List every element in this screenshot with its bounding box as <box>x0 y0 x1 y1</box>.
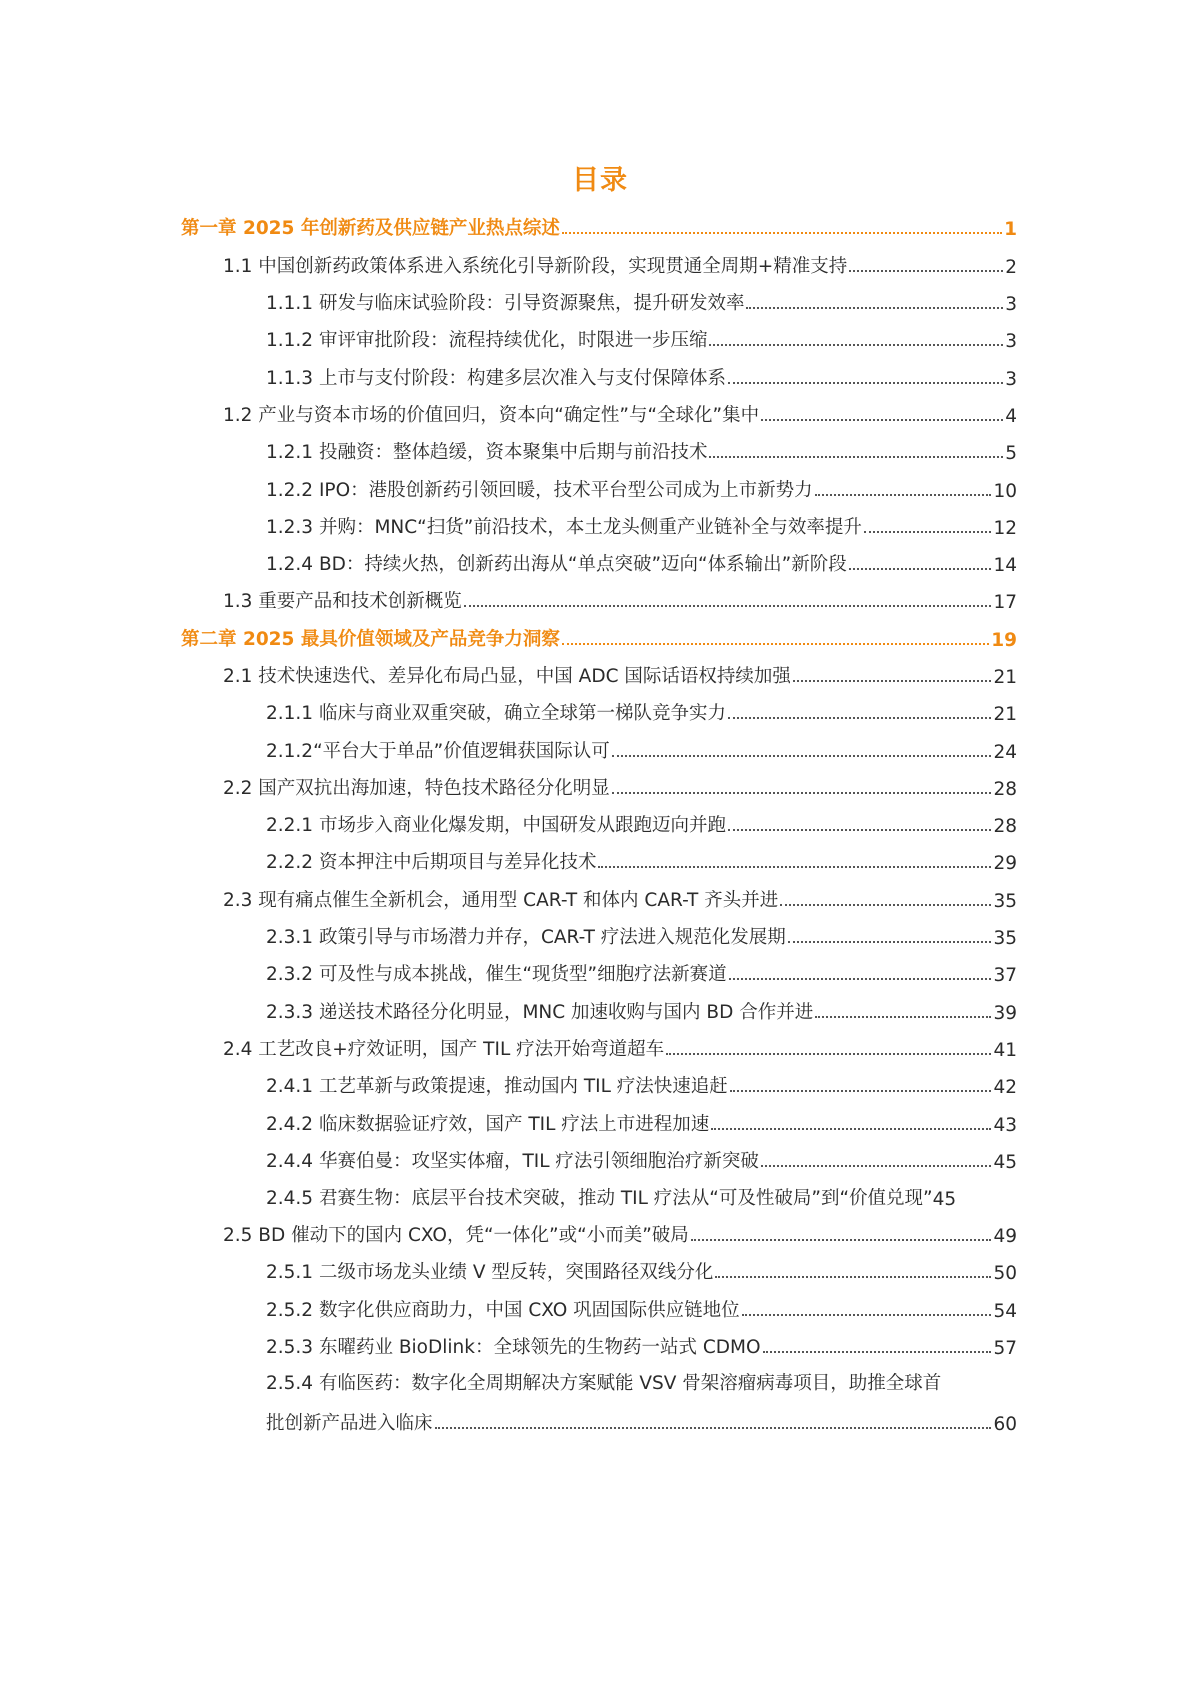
toc-entry-text: 2.2.2 资本押注中后期项目与差异化技术 <box>266 852 597 873</box>
toc-entry-text: 1.2.4 BD：持续火热，创新药出海从“单点突破”迈向“体系输出”新阶段 <box>266 554 847 575</box>
toc-entry-text: 2.1.2“平台大于单品”价值逻辑获国际认可 <box>266 741 610 762</box>
toc-page-number: 17 <box>993 592 1017 613</box>
toc-entry-text: 2.3.3 递送技术路径分化明显，MNC 加速收购与国内 BD 合作并进 <box>266 1002 814 1023</box>
toc-leader <box>761 1165 992 1167</box>
toc-section-1-2-3[interactable] <box>266 513 1017 539</box>
toc-leader <box>849 568 992 570</box>
toc-leader <box>728 717 991 719</box>
toc-page-number: 60 <box>993 1414 1017 1435</box>
toc-leader <box>780 904 991 906</box>
toc-entry-text: 2.2 国产双抗出海加速，特色技术路径分化明显 <box>223 778 610 799</box>
toc-leader <box>815 494 992 496</box>
toc-section-1-2-2[interactable] <box>266 476 1017 502</box>
toc-entry-text: 2.5 BD 催动下的国内 CXO，凭“一体化”或“小而美”破局 <box>223 1225 689 1246</box>
toc-page-number: 4 <box>1005 406 1017 427</box>
toc-leader <box>435 1427 992 1429</box>
toc-section-2-2[interactable] <box>223 774 1017 800</box>
toc-leader <box>761 419 1003 421</box>
toc-leader <box>709 456 1003 458</box>
toc-leader <box>730 1090 992 1092</box>
toc-section-2-4-4[interactable] <box>266 1147 1017 1173</box>
toc-section-2-4-1[interactable] <box>266 1072 1017 1098</box>
toc-entry-text: 1.2 产业与资本市场的价值回归，资本向“确定性”与“全球化”集中 <box>223 405 760 426</box>
toc-section-1-1[interactable] <box>223 252 1017 278</box>
toc-leader <box>746 307 1003 309</box>
toc-page-number: 49 <box>993 1226 1017 1247</box>
toc-section-1-1-1[interactable] <box>266 289 1017 315</box>
toc-leader <box>864 531 992 533</box>
toc-leader <box>728 829 991 831</box>
toc-entry-text: 2.1 技术快速迭代、差异化布局凸显，中国 ADC 国际话语权持续加强 <box>223 666 791 687</box>
toc-section-2-1-2[interactable] <box>266 737 1017 763</box>
toc-page-number: 39 <box>993 1003 1017 1024</box>
toc-entry-text: 2.1.1 临床与商业双重突破，确立全球第一梯队竞争实力 <box>266 703 726 724</box>
toc-section-1-2-1[interactable] <box>266 438 1017 464</box>
toc-leader <box>464 605 992 607</box>
toc-leader <box>598 866 991 868</box>
toc-section-1-2-4[interactable] <box>266 550 1017 576</box>
toc-entry-text: 1.2.2 IPO：港股创新药引领回暖，技术平台型公司成为上市新势力 <box>266 480 813 501</box>
toc-section-2-2-1[interactable] <box>266 811 1017 837</box>
toc-page-number: 3 <box>1005 331 1017 352</box>
toc-leader <box>711 1128 991 1130</box>
toc-section-1-3[interactable] <box>223 587 1017 613</box>
toc-section-2-5-4[interactable] <box>266 1369 1022 1435</box>
toc-entry-text: 2.5.1 二级市场龙头业绩 V 型反转，突围路径双线分化 <box>266 1262 714 1283</box>
toc-section-2-3-1[interactable] <box>266 923 1017 949</box>
toc-entry-text-continued: 批创新产品进入临床 <box>266 1413 433 1434</box>
toc-page-number: 5 <box>1005 443 1017 464</box>
toc-entry-text: 2.4.5 君赛生物：底层平台技术突破，推动 TIL 疗法从“可及性破局”到“价值兑现” <box>266 1188 933 1209</box>
toc-section-2-4-2[interactable] <box>266 1110 1017 1136</box>
toc-leader <box>715 1276 991 1278</box>
toc-leader <box>612 755 992 757</box>
toc-page-number: 2 <box>1005 257 1017 278</box>
toc-entry-text: 2.4.4 华赛伯曼：攻坚实体瘤，TIL 疗法引领细胞治疗新突破 <box>266 1151 759 1172</box>
toc-section-2-5-1[interactable] <box>266 1258 1017 1284</box>
toc-page-number: 28 <box>993 816 1017 837</box>
page-title: 目录 <box>572 165 628 196</box>
toc-leader <box>612 792 992 794</box>
toc-page-number: 3 <box>1005 369 1017 390</box>
toc-page-number: 24 <box>993 742 1017 763</box>
toc-section-2-2-2[interactable] <box>266 848 1017 874</box>
toc-entry-text: 1.2.1 投融资：整体趋缓，资本聚集中后期与前沿技术 <box>266 442 708 463</box>
toc-section-2-3[interactable] <box>223 886 1017 912</box>
toc-entry-text: 2.4.2 临床数据验证疗效，国产 TIL 疗法上市进程加速 <box>266 1114 710 1135</box>
toc-page-number: 21 <box>993 667 1017 688</box>
toc-section-1-2[interactable] <box>223 401 1017 427</box>
toc-chapter-1[interactable] <box>181 214 1017 240</box>
toc-page-number: 3 <box>1005 294 1017 315</box>
toc-page-number: 43 <box>993 1115 1017 1136</box>
toc-leader <box>742 1314 992 1316</box>
toc-leader <box>562 232 1002 234</box>
toc-entry-text: 2.3 现有痛点催生全新机会，通用型 CAR-T 和体内 CAR-T 齐头并进 <box>223 890 779 911</box>
toc-entry-text: 2.2.1 市场步入商业化爆发期，中国研发从跟跑迈向并跑 <box>266 815 726 836</box>
toc-entry-text: 1.1.3 上市与支付阶段：构建多层次准入与支付保障体系 <box>266 368 726 389</box>
toc-chapter-2[interactable] <box>181 625 1017 651</box>
toc-entry-text: 1.2.3 并购：MNC“扫货”前沿技术，本土龙头侧重产业链补全与效率提升 <box>266 517 862 538</box>
toc-section-2-4[interactable] <box>223 1035 1017 1061</box>
toc-page-number: 42 <box>993 1077 1017 1098</box>
toc-section-2-5-3[interactable] <box>266 1333 1017 1359</box>
toc-entry-text: 1.1.2 审评审批阶段：流程持续优化，时限进一步压缩 <box>266 330 708 351</box>
toc-leader <box>691 1239 992 1241</box>
toc-entry-text: 2.4.1 工艺革新与政策提速，推动国内 TIL 疗法快速追赶 <box>266 1076 728 1097</box>
toc-page-number: 29 <box>993 853 1017 874</box>
toc-page-number: 54 <box>993 1301 1017 1322</box>
toc-entry-text: 1.3 重要产品和技术创新概览 <box>223 591 462 612</box>
toc-leader <box>729 978 992 980</box>
toc-leader <box>763 1351 992 1353</box>
toc-entry-text: 1.1 中国创新药政策体系进入系统化引导新阶段，实现贯通全周期+精准支持 <box>223 256 848 277</box>
toc-entry-text: 2.5.2 数字化供应商助力，中国 CXO 巩固国际供应链地位 <box>266 1300 740 1321</box>
toc-leader <box>728 382 1003 384</box>
toc-section-2-3-2[interactable] <box>266 960 1017 986</box>
toc-entry-text: 第二章 2025 最具价值领域及产品竞争力洞察 <box>181 629 560 650</box>
toc-page-number: 45 <box>993 1152 1017 1173</box>
toc-page-number: 19 <box>991 630 1017 651</box>
toc-section-1-1-2[interactable] <box>266 326 1017 352</box>
toc-section-2-1-1[interactable] <box>266 699 1017 725</box>
toc-page-number: 41 <box>993 1040 1017 1061</box>
toc-section-2-4-5[interactable] <box>266 1184 1042 1210</box>
toc-entry-text: 2.5.4 有临医药：数字化全周期解决方案赋能 VSV 骨架溶瘤病毒项目，助推全球首 <box>266 1373 942 1394</box>
toc-section-1-1-3[interactable] <box>266 364 1017 390</box>
toc-leader <box>793 680 992 682</box>
toc-page-number: 1 <box>1004 219 1017 240</box>
toc-leader <box>562 643 989 645</box>
toc-leader <box>709 344 1003 346</box>
toc-leader <box>849 270 1003 272</box>
toc-entry-text: 1.1.1 研发与临床试验阶段：引导资源聚焦，提升研发效率 <box>266 293 745 314</box>
toc-page-number: 35 <box>993 928 1017 949</box>
toc-section-2-5[interactable] <box>223 1221 1017 1247</box>
toc-entry-text: 第一章 2025 年创新药及供应链产业热点综述 <box>181 218 560 239</box>
toc-leader <box>815 1016 991 1018</box>
toc-entry-text: 2.3.2 可及性与成本挑战，催生“现货型”细胞疗法新赛道 <box>266 964 727 985</box>
toc-entry-text: 2.4 工艺改良+疗效证明，国产 TIL 疗法开始弯道超车 <box>223 1039 665 1060</box>
toc-entry-text: 2.3.1 政策引导与市场潜力并存，CAR-T 疗法进入规范化发展期 <box>266 927 786 948</box>
toc-page-number: 10 <box>993 481 1017 502</box>
toc-page-number: 12 <box>993 518 1017 539</box>
toc-page-number: 14 <box>993 555 1017 576</box>
toc-section-2-5-2[interactable] <box>266 1296 1017 1322</box>
toc-page-number: 37 <box>993 965 1017 986</box>
toc-page-number: 45 <box>932 1189 957 1210</box>
toc-leader <box>788 941 992 943</box>
toc-leader <box>666 1053 991 1055</box>
toc-entry-text: 2.5.3 东曜药业 BioDlink：全球领先的生物药一站式 CDMO <box>266 1337 761 1358</box>
toc-page-number: 28 <box>993 779 1017 800</box>
toc-page-number: 50 <box>993 1263 1017 1284</box>
toc-section-2-3-3[interactable] <box>266 998 1017 1024</box>
toc-section-2-1[interactable] <box>223 662 1017 688</box>
toc-page-number: 21 <box>993 704 1017 725</box>
toc-page-number: 35 <box>993 891 1017 912</box>
toc-page-number: 57 <box>993 1338 1017 1359</box>
